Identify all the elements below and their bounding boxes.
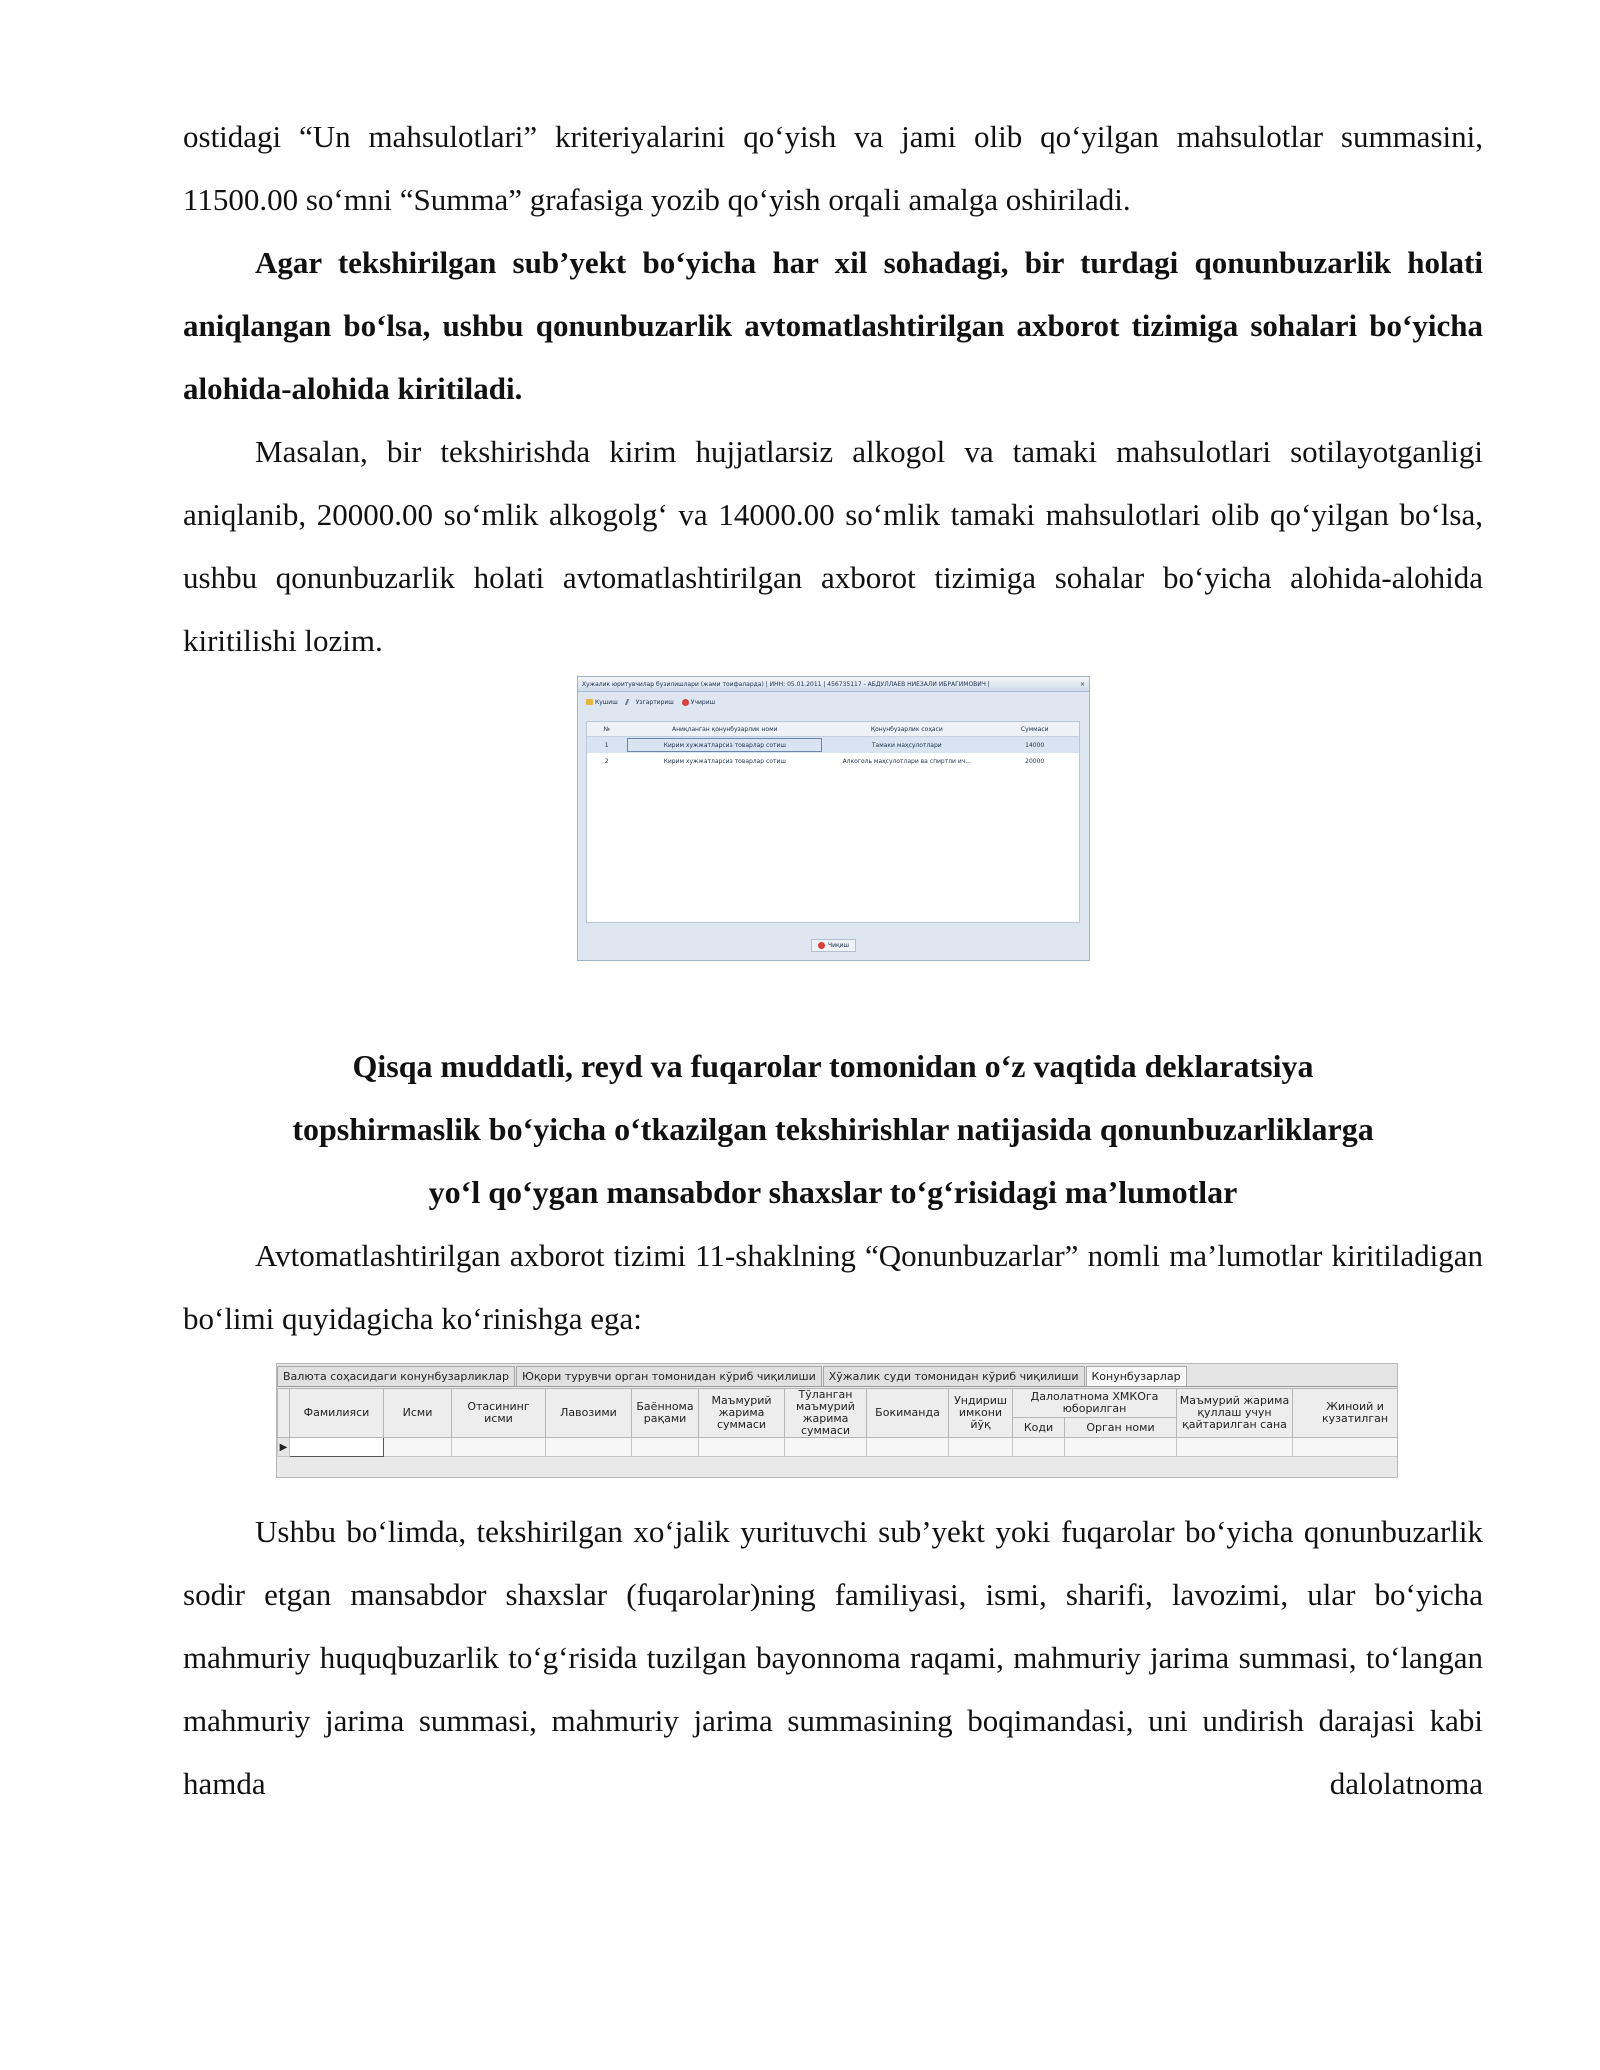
col-violation-name[interactable]: Аниқланган қонунбузарлик номи (626, 722, 823, 737)
cell-violation-area: Алкоголь маҳсулотлари ва спиртли ич... (842, 757, 971, 765)
dialog-toolbar (578, 692, 1089, 712)
col-violation-area[interactable]: Қонунбузарлик соҳаси (823, 722, 990, 737)
col-patronymic[interactable]: Отасининг исми (452, 1389, 546, 1438)
cell-position[interactable] (546, 1438, 632, 1457)
col-first-name[interactable]: Исми (384, 1389, 452, 1438)
exit-button[interactable] (811, 939, 856, 952)
col-organ-name[interactable]: Орган номи (1065, 1418, 1177, 1438)
col-uncollectable[interactable]: Ундириш имкони йўқ (949, 1389, 1013, 1438)
cell-protocol-number[interactable] (632, 1438, 699, 1457)
cell-number: 1 (587, 737, 626, 754)
exit-label: Чиқиш (827, 941, 850, 949)
col-fine-amount[interactable]: Маъмурий жарима суммаси (699, 1389, 785, 1438)
violators-form-screenshot (276, 1363, 1398, 1478)
cell-uncollectable[interactable] (949, 1438, 1013, 1457)
col-position[interactable]: Лавозими (546, 1389, 632, 1438)
cell-number: 2 (604, 757, 609, 765)
col-paid-fine[interactable]: Тўланган маъмурий жарима суммаси (785, 1389, 867, 1438)
row-indicator-icon: ▶ (278, 1438, 290, 1457)
cell-sum: 14000 (990, 737, 1079, 754)
col-returned-date[interactable]: Маъмурий жарима қуллаш учун қайтарилган сана (1177, 1389, 1293, 1438)
cell-first-name[interactable] (384, 1438, 452, 1457)
section-heading: Qisqa muddatli, reyd va fuqarolar tomonidan o‘z vaqtida deklaratsiya topshirmaslik bo‘yicha o‘tkazilgan tekshirishlar natijasida qonunbuzarliklarga yo‘l qo‘ygan mansabdor shaxslar to‘g‘risidagi ma’lumotlar (292, 1048, 1374, 1210)
table-row[interactable] (278, 1438, 1399, 1457)
violators-table (277, 1388, 1398, 1457)
paragraph-1: ostidagi “Un mahsulotlari” kriteriyalarini qo‘yish va jami olib qo‘yilgan mahsulotlar summasini, 11500.00 so‘mni “Summa” grafasiga yozib qo‘yish orqali amalga oshiriladi. (183, 119, 1483, 217)
closing-block (183, 1500, 1483, 1815)
paragraph-2-bold: Agar tekshirilgan sub’yekt bo‘yicha har xil sohadagi, bir turdagi qonunbuzarlik holati aniqlangan bo‘lsa, ushbu qonunbuzarlik avtomatlashtirilgan axborot tizimiga sohalari bo‘yicha alohida-alohida kiritiladi. (183, 245, 1483, 406)
add-button[interactable] (586, 699, 618, 706)
exit-icon (818, 942, 825, 949)
paragraph-3: Masalan, bir tekshirishda kirim hujjatlarsiz alkogol va tamaki mahsulotlari sotilayotganligi aniqlanib, 20000.00 so‘mlik alkogolg‘ va 14000.00 so‘mlik tamaki mahsulotlari olib qo‘yilgan bo‘lsa, ushbu qonunbuzarlik holati avtomatlashtirilgan axborot tizimiga sohalar bo‘yicha alohida-alohida kiritilishi lozim. (183, 434, 1483, 658)
tab-currency-violations[interactable]: Валюта соҳасидаги конунбузарликлар (277, 1366, 515, 1386)
edit-icon (625, 699, 635, 705)
col-code[interactable]: Коди (1013, 1418, 1065, 1438)
tab-violators[interactable]: Конунбузарлар (1086, 1366, 1187, 1386)
row-indicator-header (278, 1389, 290, 1438)
dialog-footer (578, 930, 1089, 960)
col-arrears[interactable]: Бокиманда (867, 1389, 949, 1438)
cell-code[interactable] (1013, 1438, 1065, 1457)
paragraph-5: Ushbu bo‘limda, tekshirilgan xo‘jalik yurituvchi sub’yekt yoki fuqarolar bo‘yicha qonunbuzarlik sodir etgan mansabdor shaxslar (fuqarolar)ning familiyasi, ismi, sharifi, lavozimi, ular bo‘yicha mahmuriy huquqbuzarlik to‘g‘risida tuzilgan bayonnoma raqami, mahmuriy jarima summasi, to‘langan mahmuriy jarima summasi, mahmuriy jarima summasining boqimandasi, uni undirish darajasi kabi hamda dalolatnoma (183, 1514, 1483, 1801)
add-icon (586, 699, 593, 705)
cell-arrears[interactable] (867, 1438, 949, 1457)
cell-paid-fine[interactable] (785, 1438, 867, 1457)
cell-violation-area: Тамаки маҳсулотлари (823, 737, 990, 754)
violations-grid (586, 721, 1080, 923)
tab-higher-authority[interactable]: Юқори турувчи орган томонидан кўриб чиқилиши (516, 1366, 822, 1386)
cell-patronymic[interactable] (452, 1438, 546, 1457)
col-number[interactable]: № (587, 722, 626, 737)
cell-sum: 20000 (1025, 757, 1045, 765)
delete-button[interactable] (682, 699, 715, 706)
cell-criminal[interactable] (1293, 1438, 1398, 1457)
col-protocol-number[interactable]: Баённома рақами (632, 1389, 699, 1438)
grid-header-row (587, 722, 1079, 737)
cell-surname[interactable] (290, 1438, 384, 1457)
cell-violation-name[interactable]: Кирим хужжатларсиз товарлар сотиш (626, 737, 823, 754)
dialog-title: Хужалик юритувчилар бузилишлари (жами тоифаларда) | ИНН: 05.01.2011 | 456735117 - АБДУЛЛАЕВ НИЁЗАЛИ ИБРАГИМОВИЧ | (582, 680, 990, 688)
violations-dialog-screenshot (577, 676, 1090, 961)
edit-button[interactable] (626, 699, 674, 706)
col-act-sent[interactable]: Далолатнома ХМКОга юборилган (1013, 1389, 1177, 1418)
cell-returned-date[interactable] (1177, 1438, 1293, 1457)
form-tabs (277, 1364, 1397, 1387)
dialog-titlebar (578, 677, 1089, 692)
edit-label: Узгартириш (635, 698, 674, 706)
paragraph-4: Avtomatlashtirilgan axborot tizimi 11-shaklning “Qonunbuzarlar” nomli ma’lumotlar kiritiladigan bo‘limi quyidagicha ko‘rinishga ega: (183, 1238, 1483, 1336)
cell-organ-name[interactable] (1065, 1438, 1177, 1457)
close-icon[interactable]: × (1079, 680, 1085, 688)
table-row[interactable] (587, 737, 1079, 754)
delete-label: Учириш (690, 698, 716, 706)
table-row[interactable] (587, 753, 1079, 769)
col-criminal[interactable]: Жиноий и кузатилган (1293, 1389, 1398, 1438)
document-page (183, 105, 1483, 672)
cell-violation-name: Кирим хужжатларсиз товарлар сотиш (663, 757, 786, 765)
delete-icon (682, 699, 689, 706)
tab-economic-court[interactable]: Хўжалик суди томонидан кўриб чиқилиши (823, 1366, 1085, 1386)
cell-fine-amount[interactable] (699, 1438, 785, 1457)
col-sum[interactable]: Суммаси (990, 722, 1079, 737)
col-surname[interactable]: Фамилияси (290, 1389, 384, 1438)
section-block (183, 1035, 1483, 1350)
add-label: Кушиш (595, 698, 618, 706)
